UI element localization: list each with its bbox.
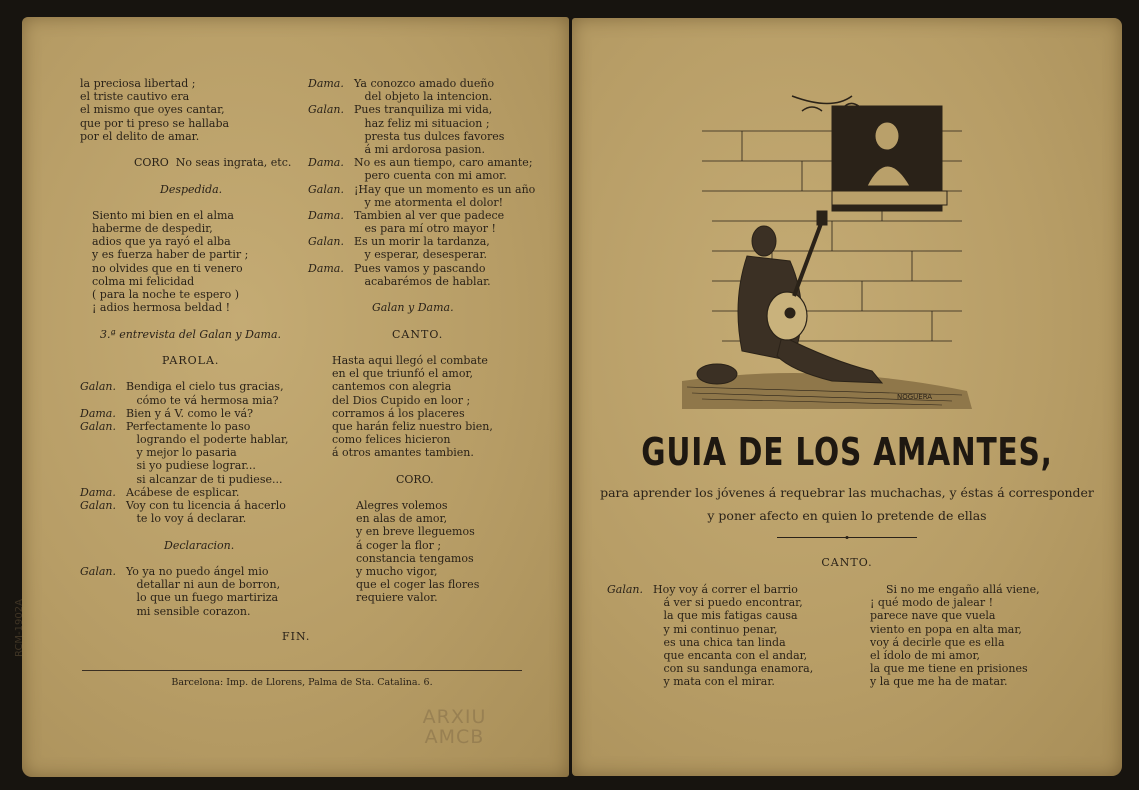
dialog-line <box>308 77 548 90</box>
dialog-line <box>80 473 310 486</box>
dialog-text: logrando el poderte hablar, <box>126 433 289 447</box>
dialog-text: que encanta con el andar, <box>653 648 808 662</box>
dialog-line <box>607 636 847 649</box>
dialog-text: te lo voy á declarar. <box>126 512 247 526</box>
dialog-text: si yo pudiese lograr... <box>126 459 256 473</box>
dialog-line <box>308 156 548 169</box>
verse-line: el mismo que oyes cantar, <box>80 103 225 117</box>
dialog-text: acabarémos de hablar. <box>354 274 491 288</box>
verse-line: colma mi felicidad <box>92 274 195 288</box>
dialog-text: presta tus dulces favores <box>354 129 505 143</box>
dialog-text: Pues tranquiliza mi vida, <box>354 103 493 117</box>
dialog-text: Tambien al ver que padece <box>354 208 505 222</box>
verse-line: constancia tengamos <box>356 551 474 565</box>
verse-line: voy á decirle que es ella <box>870 635 1005 649</box>
speaker-label: Galan. <box>80 499 117 512</box>
dialog-line <box>607 662 847 675</box>
speaker-label: Galan. <box>80 564 117 578</box>
dialog-line <box>308 130 548 143</box>
verse-block <box>80 77 310 143</box>
dialog-line <box>80 578 310 591</box>
right-page <box>572 18 1122 776</box>
verse-line: adios que ya rayó el alba <box>92 235 231 249</box>
right-column-1 <box>607 583 847 689</box>
verse-line: y la que me ha de matar. <box>870 675 1008 689</box>
archive-reference: RCM-1902A <box>14 599 25 657</box>
verse-line: no olvides que en ti venero <box>92 261 243 275</box>
dialog-line <box>80 605 310 618</box>
speaker-label: Galan. <box>607 583 644 596</box>
dialog-line <box>607 649 847 662</box>
speaker-label: Dama. <box>80 485 116 499</box>
verse-line: haberme de despedir, <box>92 222 213 236</box>
verse-line: Si no me engaño allá viene, <box>886 583 1040 596</box>
verse-line: Hasta aqui llegó el combate <box>332 353 488 367</box>
main-title: GUIA DE LOS AMANTES, <box>641 430 1053 474</box>
dialog-line <box>80 459 310 472</box>
dialog-line <box>80 407 310 420</box>
verse-line: ( para la noche te espero ) <box>92 288 240 301</box>
left-column-2 <box>308 77 548 605</box>
speaker-label: Dama. <box>308 208 344 222</box>
verse-line: que por ti preso se hallaba <box>80 116 230 130</box>
dialog-line <box>607 583 847 596</box>
canto-heading: CANTO. <box>392 327 444 341</box>
coro-line: CORO No seas ingrata, etc. <box>134 156 292 170</box>
verse-line: por el delito de amar. <box>80 129 200 143</box>
dialog-text: lo que un fuego martiriza <box>126 591 279 605</box>
verse-line: que el coger las flores <box>356 578 480 592</box>
dialog-line <box>80 446 310 459</box>
dialog-line <box>308 248 548 261</box>
dialog-line <box>80 565 310 578</box>
dialog-text: Hoy voy á correr el barrio <box>653 583 798 596</box>
dialog-line <box>308 183 548 196</box>
dialog-text: Ya conozco amado dueño <box>354 77 495 90</box>
stamp-line: AMCB <box>424 726 485 748</box>
dialog-line <box>80 394 310 407</box>
verse-line: requiere valor. <box>356 591 438 605</box>
verse-line: Alegres volemos <box>356 499 448 512</box>
speaker-label: Dama. <box>80 406 116 420</box>
dialog-text: Acábese de esplicar. <box>126 485 240 499</box>
verse-line: viento en popa en alta mar, <box>870 622 1022 636</box>
dialog-text: y mejor lo pasaria <box>126 446 237 460</box>
dialog-text: con su sandunga enamora, <box>653 662 814 676</box>
dialog-line <box>80 380 310 393</box>
dialog-line <box>308 235 548 248</box>
imprint: Barcelona: Imp. de Llorens, Palma de Sta. Catalina. 6. <box>82 670 522 688</box>
verse-line: y en breve lleguemos <box>356 525 475 539</box>
verse-line: ¡ adios hermosa beldad ! <box>92 301 231 315</box>
dialog-line <box>308 90 548 103</box>
verse-line: la preciosa libertad ; <box>80 77 196 90</box>
speaker-label: Galan. <box>308 182 345 196</box>
right-column-2 <box>870 583 1110 689</box>
dialog-text: es una chica tan linda <box>653 635 786 649</box>
parola-heading: PAROLA. <box>162 353 220 367</box>
verse-line: que harán feliz nuestro bien, <box>332 419 493 433</box>
dialog-line <box>80 591 310 604</box>
ornament-divider <box>777 536 917 539</box>
speaker-label: Galan. <box>80 419 117 433</box>
dialog-line <box>308 143 548 156</box>
dialog-text: mi sensible corazon. <box>126 604 251 618</box>
dialog-text: á ver si puedo encontrar, <box>653 596 803 610</box>
dialog-text: No es aun tiempo, caro amante; <box>354 156 533 170</box>
verse-line: la que me tiene en prisiones <box>870 662 1028 676</box>
dialog-text: Bendiga el cielo tus gracias, <box>126 380 284 394</box>
entrevista-heading: 3.ª entrevista del Galan y Dama. <box>100 327 281 341</box>
verse-line: á otros amantes tambien. <box>332 446 474 460</box>
verse-line: el triste cautivo era <box>80 90 190 104</box>
verse-line: á coger la flor ; <box>356 538 442 552</box>
dialog-line <box>308 117 548 130</box>
subtitle-line-2: y poner afecto en quien lo pretende de ellas <box>707 508 987 523</box>
dialog-line <box>607 623 847 636</box>
coro-heading: CORO. <box>396 472 434 486</box>
dialog-text: haz feliz mi situacion ; <box>354 116 490 130</box>
dialog-line <box>607 596 847 609</box>
dialog-line <box>80 433 310 446</box>
dialog-line <box>607 609 847 622</box>
verse-line: el ídolo de mi amor, <box>870 648 980 662</box>
verse-line: como felices hicieron <box>332 433 451 447</box>
dialog-text: y mi continuo penar, <box>653 622 778 636</box>
speaker-label: Dama. <box>308 77 344 90</box>
dialog-text: Voy con tu licencia á hacerlo <box>126 499 286 512</box>
dialog-text: la que mis fatigas causa <box>653 609 798 623</box>
verse-line: ¡ qué modo de jalear ! <box>870 596 994 610</box>
dialog-line <box>80 512 310 525</box>
dialog-text: cómo te vá hermosa mia? <box>126 393 279 407</box>
declaracion-heading: Declaracion. <box>164 538 235 552</box>
dialog-text: Perfectamente lo paso <box>126 419 251 433</box>
despedida-verse <box>80 209 310 315</box>
engraver-signature: NOGUERA <box>897 393 933 401</box>
canto-verse <box>308 354 548 460</box>
dialog-line <box>607 675 847 688</box>
dialog-line <box>308 262 548 275</box>
left-page <box>14 17 569 777</box>
speaker-label: Galan. <box>308 235 345 249</box>
verse-line: corramos á los placeres <box>332 406 465 420</box>
left-column-1 <box>80 77 310 618</box>
despedida-heading: Despedida. <box>160 182 223 196</box>
dialog-line <box>80 420 310 433</box>
subtitle-line-1: para aprender los jóvenes á requebrar las muchachas, y éstas á corresponder <box>600 485 1094 500</box>
dialog-text: y me atormenta el dolor! <box>354 195 504 209</box>
dialog-line <box>308 275 548 288</box>
verse-line: y mucho vigor, <box>356 564 438 578</box>
dialog-line <box>80 499 310 512</box>
dialog-line <box>308 196 548 209</box>
verse-line: Siento mi bien en el alma <box>92 208 234 222</box>
dialog-text: Bien y á V. como le vá? <box>126 406 253 420</box>
verse-line: y es fuerza haber de partir ; <box>92 248 249 262</box>
dialog-text: ¡Hay que un momento es un año <box>354 182 536 196</box>
verse-line: cantemos con alegria <box>332 380 452 394</box>
dialog-text: si alcanzar de ti pudiese... <box>126 472 283 486</box>
dialog-text: y mata con el mirar. <box>653 675 775 689</box>
speaker-label: Dama. <box>308 156 344 170</box>
speaker-label: Galan. <box>80 380 117 394</box>
verse-line: en el que triunfó el amor, <box>332 367 473 381</box>
dialog-line <box>308 169 548 182</box>
dialog-text: del objeto la intencion. <box>354 90 493 104</box>
coro-verse <box>308 499 548 605</box>
dialog-line <box>80 486 310 499</box>
woodcut-illustration <box>682 91 972 409</box>
parola-dialog <box>80 380 310 525</box>
dialog-text: Yo ya no puedo ángel mio <box>126 564 269 578</box>
galan-y-dama-heading: Galan y Dama. <box>372 301 454 315</box>
dialog-line <box>308 103 548 116</box>
dialog-line <box>308 222 548 235</box>
speaker-label: Dama. <box>308 261 344 275</box>
stamp-line: ARXIU <box>422 706 487 728</box>
dialog-line <box>308 209 548 222</box>
speaker-label: Galan. <box>308 103 345 117</box>
declaracion-dialog <box>80 565 310 618</box>
verse-line: del Dios Cupido en loor ; <box>332 393 471 407</box>
verse-line: en alas de amor, <box>356 512 448 526</box>
dialog-block <box>308 77 548 288</box>
dialog-text: detallar ni aun de borron, <box>126 578 281 592</box>
dialog-text: á mi ardorosa pasion. <box>354 142 486 156</box>
archive-stamp <box>402 707 507 747</box>
dialog-text: es para mí otro mayor ! <box>354 222 496 236</box>
dialog-text: y esperar, desesperar. <box>354 248 488 262</box>
canto-heading: CANTO. <box>821 556 873 569</box>
verse-line: parece nave que vuela <box>870 609 996 623</box>
dialog-text: Es un morir la tardanza, <box>354 235 490 249</box>
dialog-text: Pues vamos y pascando <box>354 261 486 275</box>
fin-label: FIN. <box>282 630 311 643</box>
dialog-text: pero cuenta con mi amor. <box>354 169 507 183</box>
